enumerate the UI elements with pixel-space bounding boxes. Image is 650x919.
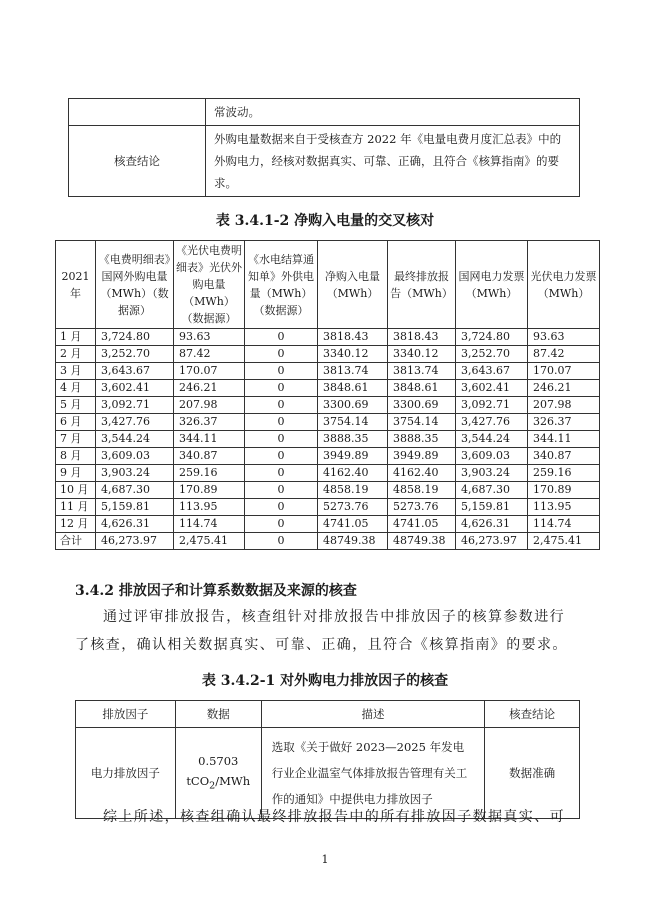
value-cell: 0 [245,516,318,533]
value-cell: 5273.76 [318,499,388,516]
value-cell: 0 [245,380,318,397]
value-cell: 3754.14 [318,414,388,431]
value-cell: 170.89 [174,482,245,499]
month-cell: 5 月 [56,397,96,414]
header-cell: 净购入电量（MWh） [318,241,388,329]
factor-unit: tCO$_2$/MWh [186,774,251,792]
value-cell: 0 [245,329,318,346]
value-cell: 3,602.41 [96,380,174,397]
value-cell: 3818.43 [388,329,456,346]
value-cell: 5,159.81 [456,499,528,516]
value-cell: 259.16 [528,465,600,482]
table-row [56,482,600,499]
value-cell: 87.42 [528,346,600,363]
month-cell: 1 月 [56,329,96,346]
value-cell: 3818.43 [318,329,388,346]
value-cell: 3848.61 [318,380,388,397]
header-cell: 描述 [261,701,484,728]
header-cell: 国网电力发票（MWh） [456,241,528,329]
value-cell: 3,903.24 [96,465,174,482]
table-row [56,329,600,346]
table-row [56,516,600,533]
value-cell: 2,475.41 [528,533,600,550]
header-cell: 核查结论 [485,701,580,728]
header-cell: 《水电结算通知单》外供电量（MWh）（数据源） [245,241,318,329]
value-cell: 207.98 [174,397,245,414]
value-cell: 4,687.30 [456,482,528,499]
table-row [56,380,600,397]
header-cell: 光伏电力发票（MWh） [528,241,600,329]
table-row [56,346,600,363]
value-cell: 3888.35 [388,431,456,448]
month-cell: 6 月 [56,414,96,431]
value-cell: 170.07 [174,363,245,380]
value-cell: 3,427.76 [456,414,528,431]
value-cell: 246.21 [174,380,245,397]
value-cell: 4741.05 [318,516,388,533]
table-caption: 表 3.4.1-2 净购入电量的交叉核对 [215,213,435,229]
value-cell: 170.07 [528,363,600,380]
value-cell: 46,273.97 [96,533,174,550]
value-cell: 3300.69 [318,397,388,414]
value-cell: 3,252.70 [456,346,528,363]
month-cell: 4 月 [56,380,96,397]
emission-factor-table [75,700,580,819]
value-cell: 0 [245,448,318,465]
month-cell: 2 月 [56,346,96,363]
value-cell: 0 [245,482,318,499]
header-cell: 最终排放报告（MWh） [388,241,456,329]
value-cell: 3949.89 [318,448,388,465]
value-cell: 3949.89 [388,448,456,465]
value-cell: 0 [245,533,318,550]
factor-value: 0.5703 [198,754,239,769]
value-cell: 3,724.80 [456,329,528,346]
table-row [56,499,600,516]
value-cell: 340.87 [528,448,600,465]
value-cell: 3813.74 [318,363,388,380]
header-cell: 数据 [175,701,261,728]
row-content: 常波动。 [206,99,580,126]
value-cell: 48749.38 [318,533,388,550]
page-number: 1 [321,853,329,866]
value-cell: 246.21 [528,380,600,397]
month-cell: 8 月 [56,448,96,465]
table-row [69,126,580,197]
table-row [56,448,600,465]
table-caption: 表 3.4.2-1 对外购电力排放因子的核查 [201,673,449,689]
value-cell: 3754.14 [388,414,456,431]
value-cell: 0 [245,499,318,516]
value-cell: 3,903.24 [456,465,528,482]
value-cell: 0 [245,414,318,431]
value-cell: 4162.40 [388,465,456,482]
value-cell: 326.37 [528,414,600,431]
header-cell: 《电费明细表》国网外购电量（MWh）（数据源） [96,241,174,329]
value-cell: 3848.61 [388,380,456,397]
table-row [56,414,600,431]
value-cell: 170.89 [528,482,600,499]
table-header-row [76,701,580,728]
value-cell: 113.95 [528,499,600,516]
cross-check-table [55,240,600,550]
value-cell: 4,626.31 [96,516,174,533]
value-cell: 326.37 [174,414,245,431]
value-cell: 3,602.41 [456,380,528,397]
value-cell: 0 [245,397,318,414]
factor-conclusion: 数据准确 [485,728,580,819]
value-cell: 2,475.41 [174,533,245,550]
value-cell: 4,687.30 [96,482,174,499]
row-label: 核查结论 [69,126,206,197]
month-cell: 9 月 [56,465,96,482]
row-content: 外购电量数据来自于受核查方 2022 年《电量电费月度汇总表》中的外购电力，经核对数据真实、可靠、正确，且符合《核算指南》的要求。 [206,126,580,197]
value-cell: 259.16 [174,465,245,482]
value-cell: 3,643.67 [456,363,528,380]
value-cell: 207.98 [528,397,600,414]
value-cell: 340.87 [174,448,245,465]
value-cell: 3813.74 [388,363,456,380]
paragraph: 综上所述，核查组确认最终排放报告中的所有排放因子数据真实、可 [103,809,565,825]
month-cell: 3 月 [56,363,96,380]
value-cell: 3,427.76 [96,414,174,431]
value-cell: 3,544.24 [96,431,174,448]
value-cell: 114.74 [174,516,245,533]
month-cell: 12 月 [56,516,96,533]
value-cell: 0 [245,363,318,380]
value-cell: 3340.12 [388,346,456,363]
value-cell: 4858.19 [388,482,456,499]
table-row [56,431,600,448]
value-cell: 0 [245,465,318,482]
verification-table [68,98,580,197]
value-cell: 3,609.03 [456,448,528,465]
value-cell: 0 [245,346,318,363]
value-cell: 4162.40 [318,465,388,482]
table-row [56,465,600,482]
value-cell: 4,626.31 [456,516,528,533]
value-cell: 3340.12 [318,346,388,363]
value-cell: 3888.35 [318,431,388,448]
value-cell: 93.63 [528,329,600,346]
paragraph: 通过评审排放报告，核查组针对排放报告中排放因子的核算参数进行了核查，确认相关数据真实、可靠、正确，且符合《核算指南》的要求。 [75,609,568,653]
value-cell: 4858.19 [318,482,388,499]
month-cell: 7 月 [56,431,96,448]
value-cell: 3300.69 [388,397,456,414]
header-cell: 2021 年 [56,241,96,329]
factor-description: 选取《关于做好 2023—2025 年发电行业企业温室气体排放报告管理有关工作的通知》中提供电力排放因子 [261,728,484,819]
value-cell: 3,092.71 [456,397,528,414]
row-label [69,99,206,126]
header-cell: 排放因子 [76,701,176,728]
month-cell: 11 月 [56,499,96,516]
value-cell: 344.11 [528,431,600,448]
value-cell: 0 [245,431,318,448]
header-cell: 《光伏电费明细表》光伏外购电量（MWh）（数据源） [174,241,245,329]
section-title: 3.4.2 排放因子和计算系数数据及来源的核查 [75,583,357,599]
value-cell: 344.11 [174,431,245,448]
value-cell: 93.63 [174,329,245,346]
value-cell: 3,609.03 [96,448,174,465]
value-cell: 48749.38 [388,533,456,550]
value-cell: 113.95 [174,499,245,516]
value-cell: 3,092.71 [96,397,174,414]
factor-name: 电力排放因子 [76,728,176,819]
table-row [56,363,600,380]
value-cell: 46,273.97 [456,533,528,550]
table-row [69,99,580,126]
value-cell: 5273.76 [388,499,456,516]
month-cell: 合计 [56,533,96,550]
table-header-row [56,241,600,329]
value-cell: 3,643.67 [96,363,174,380]
value-cell: 114.74 [528,516,600,533]
table-row [56,533,600,550]
value-cell: 3,544.24 [456,431,528,448]
value-cell: 4741.05 [388,516,456,533]
value-cell: 5,159.81 [96,499,174,516]
value-cell: 3,724.80 [96,329,174,346]
value-cell: 87.42 [174,346,245,363]
table-row [56,397,600,414]
month-cell: 10 月 [56,482,96,499]
value-cell: 3,252.70 [96,346,174,363]
